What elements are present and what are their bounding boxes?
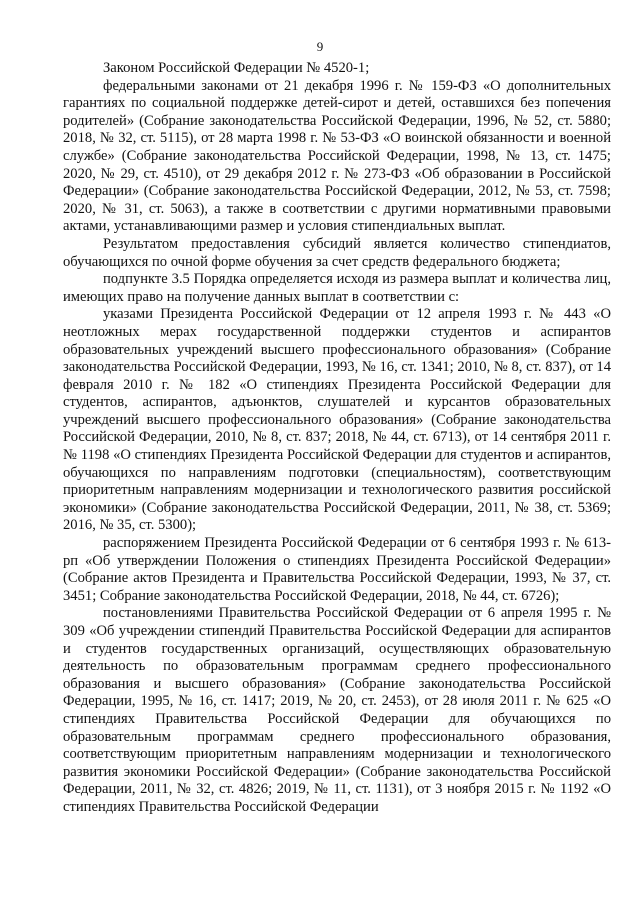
- document-body: [63, 60, 611, 817]
- paragraph-presidential-decrees: указами Президента Российской Федерации от 12 апреля 1993 г. № 443 «О неотложных мерах государственной поддержки студентов и аспирантов образовательных учреждений высшего профессионального образования» (Собрание законодательства Российской Федерации, 1993, № 16, ст. 1341; 2010, № 8, ст. 837), от 14 февраля 2010 г. № 182 «О стипендиях Президента Российской Федерации для студентов, аспирантов, адъюнктов, слушателей и курсантов образовательных учреждений высшего профессионального образования» (Собрание законодательства Российской Федерации, 2010, № 8, ст. 837; 2018, № 44, ст. 6713), от 14 сентября 2011 г. № 1198 «О стипендиях Президента Российской Федерации для студентов и аспирантов, обучающихся по направлениям подготовки (специальностям), соответствующим приоритетным направлениям модернизации и технологического развития российской экономики» (Собрание законодательства Российской Федерации, 2011, № 38, ст. 5369; 2016, № 35, ст. 5300);: [63, 306, 611, 534]
- paragraph-law-4520: Законом Российской Федерации № 4520-1;: [103, 60, 370, 76]
- paragraph-subsidy-result: Результатом предоставления субсидий является количество стипендиатов, обучающихся по очной форме обучения за счет средств федерального бюджета;: [63, 235, 611, 270]
- paragraph-subclause-3-5: подпункте 3.5 Порядка определяется исходя из размера выплат и количества лиц, имеющих право на получение данных выплат в соответствии с:: [63, 271, 611, 305]
- paragraph-presidential-order: распоряжением Президента Российской Федерации от 6 сентября 1993 г. № 613-рп «Об утверждении Положения о стипендиях Президента Российской Федерации» (Собрание актов Президента и Правительства Российской Федерации, 1993, № 37, ст. 3451; Собрание законодательства Российской Федерации, 2018, № 44, ст. 6726);: [63, 535, 611, 604]
- paragraph-federal-laws: федеральными законами от 21 декабря 1996 г. № 159-ФЗ «О дополнительных гарантиях по социальной поддержке детей-сирот и детей, оставшихся без попечения родителей» (Собрание законодательства Российской Федерации, 1996, № 52, ст. 5880; 2018, № 32, ст. 5115), от 28 марта 1998 г. № 53-ФЗ «О воинской обязанности и военной службе» (Собрание законодательства Российской Федерации, 1998, № 13, ст. 1475; 2020, № 29, ст. 4510), от 29 декабря 2012 г. № 273-ФЗ «Об образовании в Российской Федерации» (Собрание законодательства Российской Федерации, 2012, № 53, ст. 7598; 2020, № 31, ст. 5063), а также в соответствии с другими нормативными правовыми актами, устанавливающими размер и условия стипендиальных выплат.: [63, 77, 611, 235]
- paragraph-government-resolutions: постановлениями Правительства Российской Федерации от 6 апреля 1995 г. № 309 «Об учреждении стипендий Правительства Российской Федерации для аспирантов и студентов государственных организаций, осуществляющих образовательную деятельность по образовательным программам среднего профессионального образования и высшего образования» (Собрание законодательства Российской Федерации, 1995, № 16, ст. 1417; 2019, № 20, ст. 2453), от 28 июля 2011 г. № 625 «О стипендиях Правительства Российской Федерации для обучающихся по образовательным программам среднего профессионального образования, соответствующим приоритетным направлениям модернизации и технологического развития экономики Российской Федерации» (Собрание законодательства Российской Федерации, 2011, № 32, ст. 4826; 2019, № 11, ст. 1131), от 3 ноября 2015 г. № 1192 «О стипендиях Правительства Российской Федерации: [63, 605, 611, 815]
- page-number: 9: [316, 39, 324, 54]
